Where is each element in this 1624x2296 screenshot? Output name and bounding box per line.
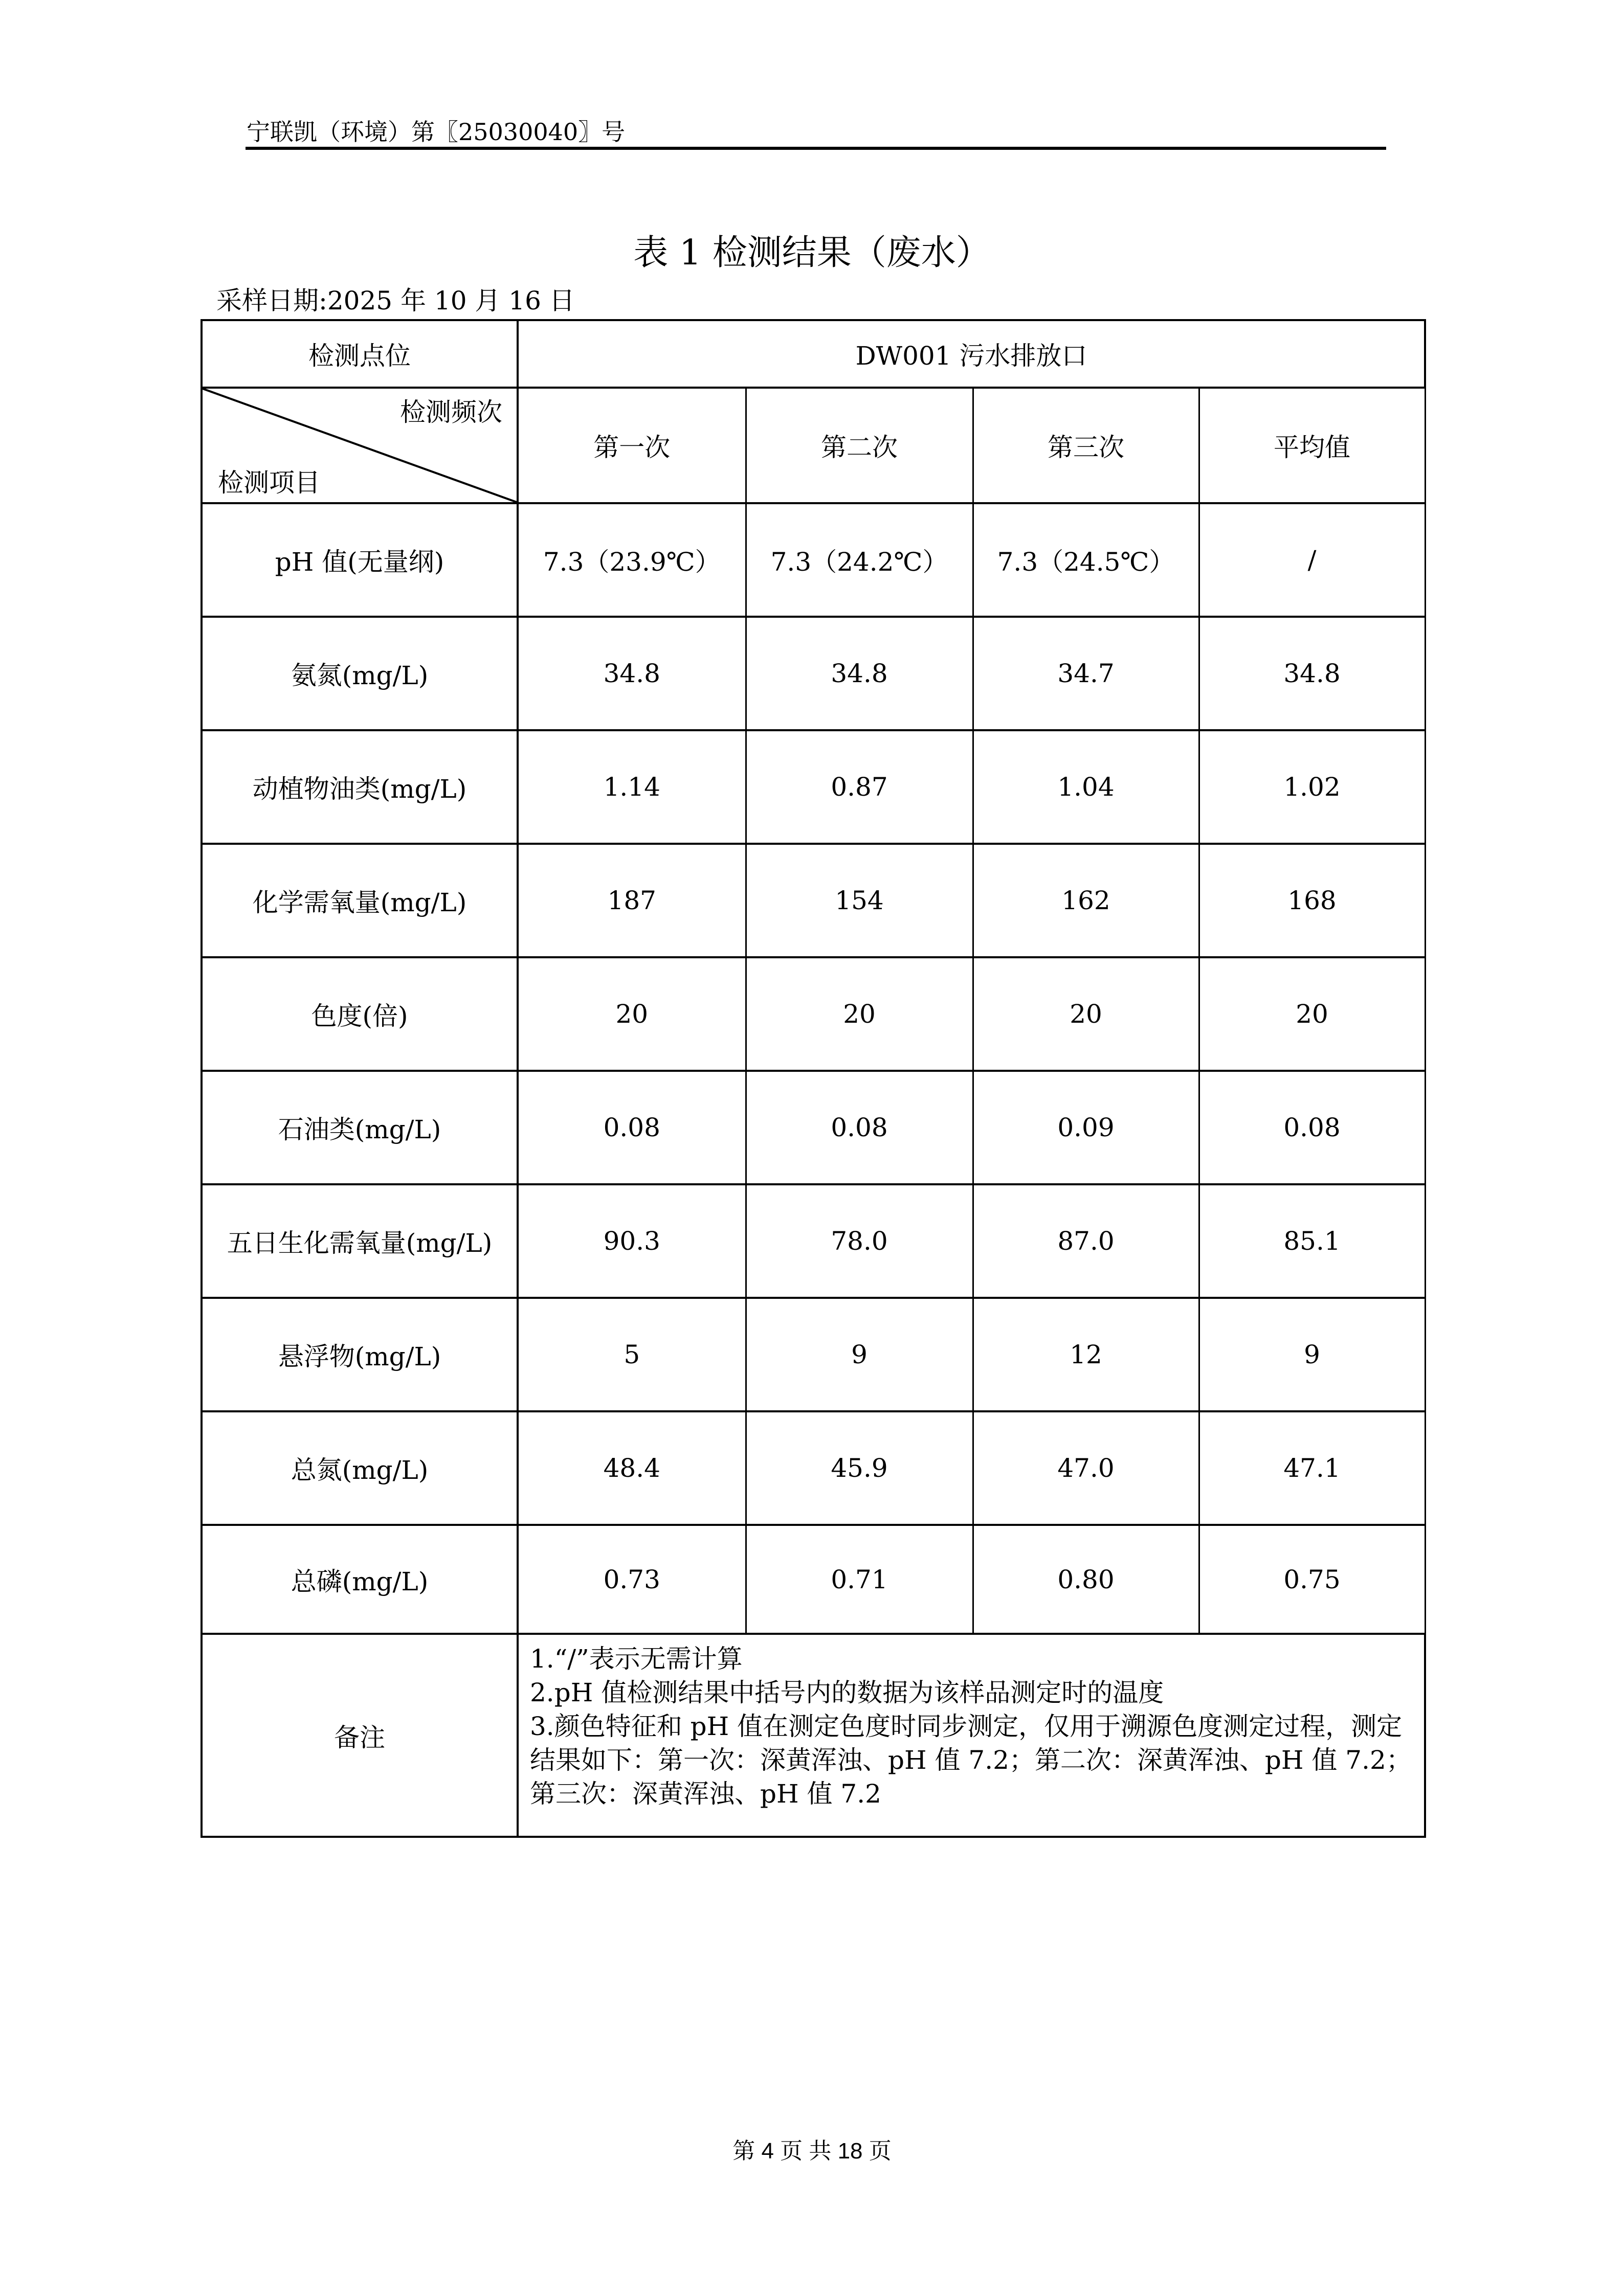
remarks-content: [518, 1634, 1425, 1837]
item-name: 化学需氧量(mg/L): [202, 844, 518, 957]
value-cell: 0.71: [746, 1525, 973, 1634]
value-cell: 20: [973, 957, 1199, 1071]
value-cell: 0.08: [518, 1071, 746, 1184]
value-cell: 85.1: [1199, 1184, 1425, 1298]
remark-item: 3.颜色特征和 pH 值在测定色度时同步测定，仅用于溯源色度测定过程，测定结果如下：第一次：深黄浑浊、pH 值 7.2；第二次：深黄浑浊、pH 值 7.2；第三次：深黄浑浊、pH 值 7.2: [530, 1712, 1412, 1809]
value-cell: 87.0: [973, 1184, 1199, 1298]
value-cell: 9: [1199, 1298, 1425, 1411]
value-cell: 5: [518, 1298, 746, 1411]
table-row: [202, 957, 1425, 1071]
value-cell: 90.3: [518, 1184, 746, 1298]
results-table: [201, 319, 1426, 1838]
report-number-header: 宁联凯（环境）第〖25030040〗号: [247, 118, 626, 146]
value-cell: 20: [1199, 957, 1425, 1071]
diagonal-header-cell: [202, 388, 518, 503]
value-cell: 45.9: [746, 1411, 973, 1525]
table-title: 表 1 检测结果（废水）: [633, 233, 991, 273]
value-cell: 34.8: [518, 617, 746, 730]
value-cell: 20: [518, 957, 746, 1071]
remark-item: 2.pH 值检测结果中括号内的数据为该样品测定时的温度: [530, 1678, 1164, 1707]
column-header: 第三次: [973, 388, 1199, 503]
item-name: 色度(倍): [202, 957, 518, 1071]
sampling-date: 采样日期:2025 年 10 月 16 日: [216, 286, 575, 316]
item-label: 检测项目: [218, 468, 320, 498]
table-row: [202, 503, 1425, 617]
value-cell: 47.1: [1199, 1411, 1425, 1525]
table-row: [202, 730, 1425, 844]
column-header: 第二次: [746, 388, 973, 503]
value-cell: 7.3（23.9℃）: [518, 503, 746, 617]
table-row: [202, 844, 1425, 957]
site-label: 检测点位: [202, 320, 518, 388]
value-cell: 0.80: [973, 1525, 1199, 1634]
frequency-header-row: [202, 388, 1425, 503]
value-cell: 0.73: [518, 1525, 746, 1634]
table-row: [202, 1525, 1425, 1634]
item-name: pH 值(无量纲): [202, 503, 518, 617]
remarks-row: [202, 1634, 1425, 1837]
value-cell: 1.14: [518, 730, 746, 844]
table-row: [202, 1411, 1425, 1525]
site-row: [202, 320, 1425, 388]
value-cell: 47.0: [973, 1411, 1199, 1525]
value-cell: 12: [973, 1298, 1199, 1411]
item-name: 动植物油类(mg/L): [202, 730, 518, 844]
value-cell: 168: [1199, 844, 1425, 957]
item-name: 悬浮物(mg/L): [202, 1298, 518, 1411]
value-cell: 20: [746, 957, 973, 1071]
value-cell: 7.3（24.2℃）: [746, 503, 973, 617]
table-row: [202, 1184, 1425, 1298]
column-header: 平均值: [1199, 388, 1425, 503]
item-name: 总氮(mg/L): [202, 1411, 518, 1525]
value-cell: 1.04: [973, 730, 1199, 844]
header-rule: [246, 147, 1386, 150]
value-cell: 34.7: [973, 617, 1199, 730]
value-cell: 0.75: [1199, 1525, 1425, 1634]
item-name: 总磷(mg/L): [202, 1525, 518, 1634]
value-cell: 1.02: [1199, 730, 1425, 844]
value-cell: 0.87: [746, 730, 973, 844]
table-row: [202, 1071, 1425, 1184]
value-cell: 154: [746, 844, 973, 957]
value-cell: 187: [518, 844, 746, 957]
value-cell: 78.0: [746, 1184, 973, 1298]
value-cell: 0.09: [973, 1071, 1199, 1184]
value-cell: 0.08: [1199, 1071, 1425, 1184]
item-name: 氨氮(mg/L): [202, 617, 518, 730]
item-name: 石油类(mg/L): [202, 1071, 518, 1184]
remark-item: 1.“/”表示无需计算: [530, 1644, 743, 1674]
frequency-label: 检测频次: [400, 397, 502, 427]
remarks-label: 备注: [202, 1634, 518, 1837]
site-value: DW001 污水排放口: [518, 320, 1425, 388]
value-cell: 7.3（24.5℃）: [973, 503, 1199, 617]
value-cell: /: [1199, 503, 1425, 617]
item-name: 五日生化需氧量(mg/L): [202, 1184, 518, 1298]
page-indicator: 第 4 页 共 18 页: [732, 2139, 892, 2164]
value-cell: 9: [746, 1298, 973, 1411]
value-cell: 34.8: [1199, 617, 1425, 730]
table-row: [202, 617, 1425, 730]
value-cell: 48.4: [518, 1411, 746, 1525]
column-header: 第一次: [518, 388, 746, 503]
table-row: [202, 1298, 1425, 1411]
value-cell: 162: [973, 844, 1199, 957]
value-cell: 0.08: [746, 1071, 973, 1184]
value-cell: 34.8: [746, 617, 973, 730]
